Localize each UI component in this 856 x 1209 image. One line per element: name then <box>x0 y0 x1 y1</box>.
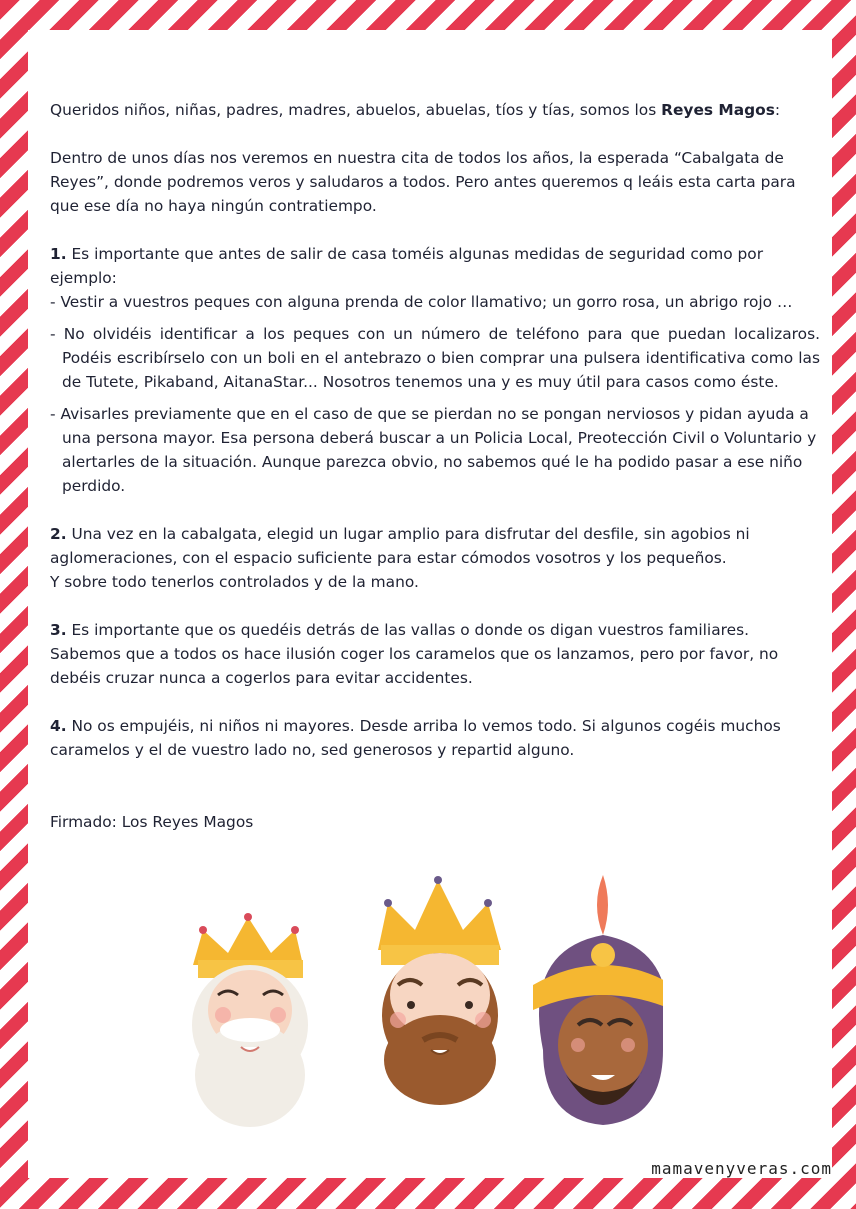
point-number: 4. <box>50 717 67 735</box>
point-2 <box>50 522 820 570</box>
three-kings-illustration <box>183 875 663 1175</box>
point-1 <box>50 242 820 290</box>
bullet-item: - Avisarles previamente que en el caso de que se pierdan no se pongan nerviosos y pidan ayuda a una persona mayor. Esa persona deberá buscar a un Policia Local, Preotección Civil o Voluntario y alertarles de la situación. Aunque parezca obvio, no sabemos qué le ha podido pasar a ese niño perdido. <box>50 405 817 495</box>
point-number: 1. <box>50 245 67 263</box>
turbaned-king <box>533 875 663 1125</box>
brown-bearded-king <box>378 876 501 1105</box>
white-bearded-king <box>192 913 308 1127</box>
bullet-item: - No olvidéis identificar a los peques con un número de teléfono para que puedan localizaros. Podéis escribírselo con un boli en el antebrazo o bien comprar una pulsera identificativa como las de Tutete, Pikaband, AitanaStar... Nosotros tenemos una y es muy útil para casos como éste. <box>50 325 820 391</box>
point-3 <box>50 618 820 690</box>
point-2-line-2: Y sobre todo tenerlos controlados y de la mano. <box>50 573 419 591</box>
point-text: Una vez en la cabalgata, elegid un lugar amplio para disfrutar del desfile, sin agobios ni aglomeraciones, con el espacio suficiente para estar cómodos vosotros y los pequeños. <box>50 525 750 567</box>
bullet-item: - Vestir a vuestros peques con alguna prenda de color llamativo; un gorro rosa, un abrigo rojo … <box>50 293 793 311</box>
point-number: 2. <box>50 525 67 543</box>
letter-paper <box>28 30 832 1178</box>
point-number: 3. <box>50 621 67 639</box>
point-text: No os empujéis, ni niños ni mayores. Desde arriba lo vemos todo. Si algunos cogéis muchos caramelos y el de vuestro lado no, sed generosos y repartid alguno. <box>50 717 781 759</box>
brand-watermark: mamavenyveras.com <box>651 1159 832 1178</box>
point-text: Es importante que antes de salir de casa toméis algunas medidas de seguridad como por ejemplo: <box>50 245 764 287</box>
greeting-text: Queridos niños, niñas, padres, madres, abuelos, abuelas, tíos y tías, somos los <box>50 101 662 119</box>
point-text: Es importante que os quedéis detrás de las vallas o donde os digan vuestros familiares. Sabemos que a todos os hace ilusión coger los caramelos que os lanzamos, pero por favor, no debéis cruzar nunca a cogerlos para evitar accidentes. <box>50 621 779 687</box>
greeting-bold: Reyes Magos <box>661 101 775 119</box>
signature: Firmado: Los Reyes Magos <box>50 813 254 831</box>
point-4 <box>50 714 820 762</box>
letter-body <box>50 98 820 834</box>
greeting-colon: : <box>774 101 781 119</box>
intro-paragraph: Dentro de unos días nos veremos en nuestra cita de todos los años, la esperada “Cabalgata de Reyes”, donde podremos veros y saludaros a todos. Pero antes queremos q leáis esta carta para que ese día no haya ningún contratiempo. <box>50 149 796 215</box>
greeting <box>50 98 820 122</box>
